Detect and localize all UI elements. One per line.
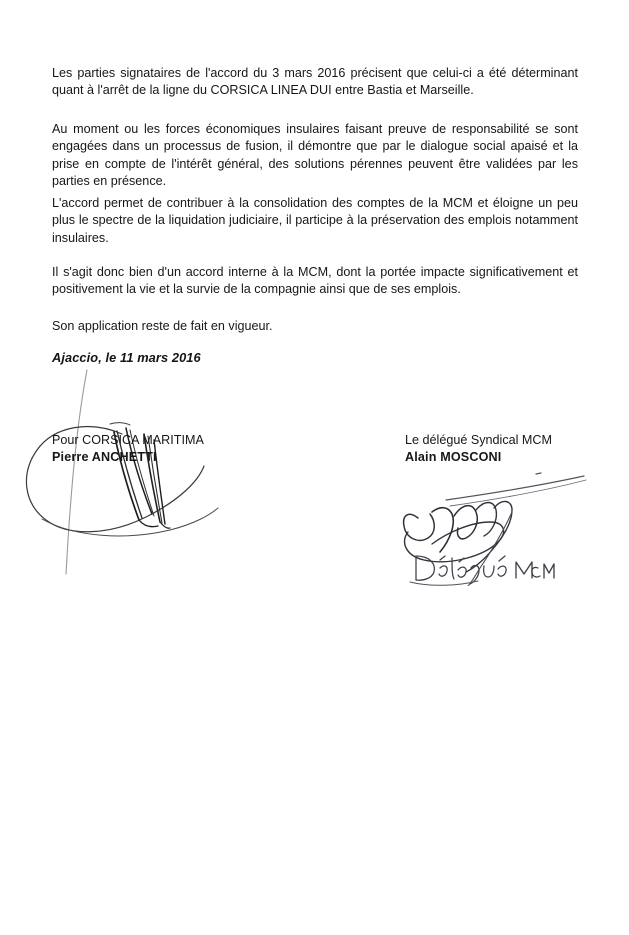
signature-role-right: Le délégué Syndical MCM (405, 433, 553, 447)
paragraph-1: Les parties signataires de l'accord du 3 mars 2016 précisent que celui-ci a été déterminant quant à l'arrêt de la ligne du CORSICA LINEA DUI entre Bastia et Marseille. (52, 65, 578, 98)
paragraph-2: Au moment ou les forces économiques insulaires faisant preuve de responsabilité se sont engagées dans un processus de fusion, il démontre que par le dialogue social apaisé et la prise en compte de l'intérêt général, des solutions pérennes peuvent être validées par les parties en présence. (52, 121, 578, 189)
signature-name-right: Alain MOSCONI (405, 449, 502, 464)
signature-name-left: Pierre ANCHETTI (52, 449, 157, 464)
handwritten-signature-mosconi-icon (388, 466, 618, 586)
handwritten-signature-anchetti-icon (18, 362, 248, 577)
date-line: Ajaccio, le 11 mars 2016 (52, 350, 201, 365)
paragraph-3: L'accord permet de contribuer à la consolidation des comptes de la MCM et éloigne un peu plus le spectre de la liquidation judiciaire, il participe à la préservation des emplois notamment insulaires. (52, 195, 578, 245)
signature-block-right (405, 432, 552, 465)
paragraph-5: Son application reste de fait en vigueur. (52, 318, 273, 333)
signature-area (0, 366, 629, 606)
paragraph-4: Il s'agit donc bien d'un accord interne à la MCM, dont la portée impacte significativement et positivement la vie et la survie de la compagnie ainsi que de ses emplois. (52, 264, 578, 297)
handwritten-delegue-mcm-caption-icon (406, 544, 556, 590)
signature-block-left (52, 432, 204, 465)
signature-role-left: Pour CORSICA MARITIMA (52, 433, 204, 447)
